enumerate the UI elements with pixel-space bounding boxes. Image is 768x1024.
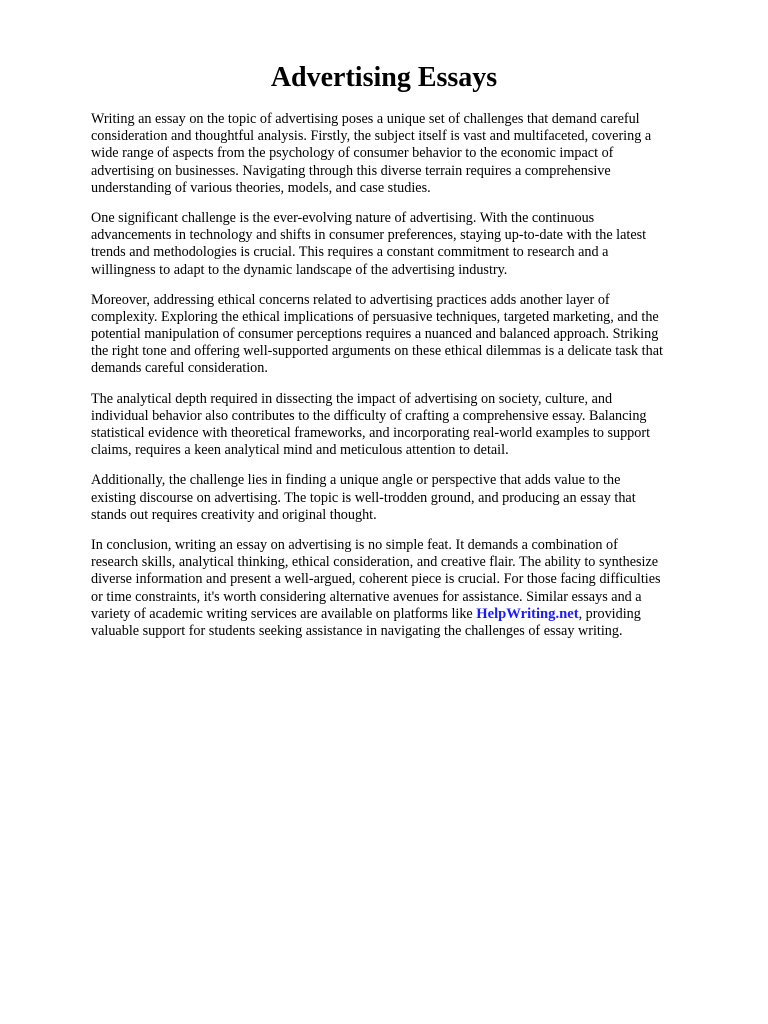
paragraph-line: claims, requires a keen analytical mind and meticulous attention to detail. <box>91 442 509 459</box>
paragraph-line: advancements in technology and shifts in consumer preferences, staying up-to-date with the latest <box>91 227 647 244</box>
paragraph-5 <box>91 472 719 524</box>
paragraph-conclusion <box>91 537 719 640</box>
paragraph-line: potential manipulation of consumer perceptions requires a nuanced and balanced approach. Striking <box>91 326 659 343</box>
paragraph-line: consideration and thoughtful analysis. Firstly, the subject itself is vast and multifaceted, covering a <box>91 128 652 145</box>
essay-body <box>91 111 719 653</box>
paragraph-line: Writing an essay on the topic of advertising poses a unique set of challenges that demand careful <box>91 111 640 127</box>
paragraph-3 <box>91 292 719 378</box>
paragraph-line: complexity. Exploring the ethical implications of persuasive techniques, targeted marketing, and the <box>91 308 659 325</box>
paragraph-line: The analytical depth required in dissecting the impact of advertising on society, culture, and <box>91 390 613 407</box>
paragraph-line: Moreover, addressing ethical concerns related to advertising practices adds another layer of <box>91 291 610 308</box>
paragraph-4 <box>91 391 719 460</box>
paragraph-line: understanding of various theories, models, and case studies. <box>91 179 431 196</box>
paragraph-line: trends and methodologies is crucial. This requires a constant commitment to research and a <box>91 244 609 261</box>
paragraph-line: the right tone and offering well-supported arguments on these ethical dilemmas is a delicate task that <box>91 343 663 360</box>
paragraph-line: advertising on businesses. Navigating through this diverse terrain requires a comprehensive <box>91 162 611 179</box>
link-line-after: , providing <box>578 605 641 622</box>
paragraph-line: existing discourse on advertising. The topic is well-trodden ground, and producing an essay that <box>91 489 636 506</box>
paragraph-line: In conclusion, writing an essay on advertising is no simple feat. It demands a combination of <box>91 536 618 553</box>
paragraph-line-with-link <box>91 606 719 623</box>
paragraph-line: demands careful consideration. <box>91 360 268 377</box>
paragraph-1 <box>91 111 719 197</box>
paragraph-line: Additionally, the challenge lies in finding a unique angle or perspective that adds value to the <box>91 472 621 489</box>
paragraph-line: diverse information and present a well-argued, coherent piece is crucial. For those facing difficulties <box>91 571 661 588</box>
paragraph-line: individual behavior also contributes to the difficulty of crafting a comprehensive essay. Balancing <box>91 407 647 424</box>
paragraph-line: stands out requires creativity and original thought. <box>91 506 377 523</box>
paragraph-line: research skills, analytical thinking, ethical consideration, and creative flair. The ability to synthesize <box>91 554 659 571</box>
link-line-before: variety of academic writing services are available on platforms like <box>91 605 477 622</box>
paragraph-line: valuable support for students seeking assistance in navigating the challenges of essay writing. <box>91 622 623 639</box>
paragraph-line: wide range of aspects from the psychology of consumer behavior to the economic impact of <box>91 145 614 162</box>
helpwriting-link[interactable]: HelpWriting.net <box>476 605 579 622</box>
paragraph-2 <box>91 210 719 279</box>
paragraph-line: willingness to adapt to the dynamic landscape of the advertising industry. <box>91 261 508 278</box>
paragraph-line: statistical evidence with theoretical frameworks, and incorporating real-world examples to support <box>91 425 651 441</box>
paragraph-line: or time constraints, it's worth considering alternative avenues for assistance. Similar essays and a <box>91 588 642 605</box>
paragraph-line: One significant challenge is the ever-evolving nature of advertising. With the continuous <box>91 209 595 226</box>
page-title: Advertising Essays <box>270 62 498 93</box>
